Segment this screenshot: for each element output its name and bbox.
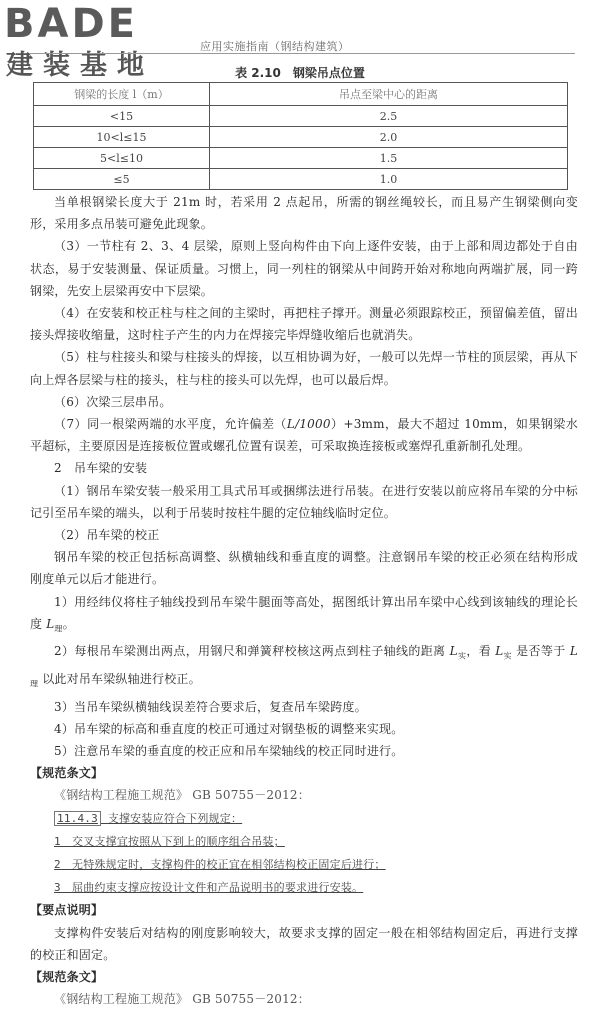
column-header: 吊点至梁中心的距离: [210, 83, 568, 106]
standard-item: [30, 830, 578, 853]
standard-item: [30, 876, 578, 899]
paragraph-text: 。: [62, 616, 75, 631]
column-header: 钢梁的长度 l（m）: [34, 83, 210, 106]
paragraph: [30, 413, 578, 457]
standard-item: [30, 853, 578, 876]
table-cell: 2.0: [210, 127, 568, 148]
paragraph-text: ）+3mm，最大不超过 10mm，如果钢梁水平超标，主要原因是连接板位置或螺孔位置有误差，可采取换连接板或塞焊孔重新制孔处理。: [30, 417, 578, 454]
paragraph: 支撑构件安装后对结构的刚度影响较大，故要求支撑的固定一般在相邻结构固定后，再进行支撑的校正和固定。: [30, 925, 578, 962]
clause-text: 支撑安装应符合下列规定：: [100, 811, 243, 825]
running-header-title: 应用实施指南（钢结构建筑）: [200, 40, 350, 53]
paragraph: [30, 640, 578, 695]
symbol: L: [46, 616, 55, 631]
symbol-subscript: 实: [503, 651, 512, 661]
table-cell: 1.0: [210, 169, 568, 190]
standard-item-text: 2 无特殊规定时，支撑构件的校正宜在相邻结构校正固定后进行；: [54, 858, 386, 872]
table-cell: <15: [34, 106, 210, 127]
table-cell: 1.5: [210, 148, 568, 169]
table-row: [34, 106, 568, 127]
paragraph: 钢吊车梁的校正包括标高调整、纵横轴线和垂直度的调整。注意钢吊车梁的校正必须在结构形成刚度单元以后才能进行。: [30, 550, 578, 587]
paragraph: （2）吊车梁的校正: [54, 528, 160, 543]
header-rule: [30, 53, 575, 54]
section-label: 【规范条文】: [30, 766, 104, 781]
formula: L/1000: [286, 417, 331, 432]
paragraph-text: 2）每根吊车梁测出两点，用钢尺和弹簧秤校核这两点到柱子轴线的距离: [54, 644, 450, 659]
paragraph: （6）次梁三层串吊。: [54, 394, 172, 409]
symbol-subscript: 理: [30, 679, 39, 689]
clause-number: 11.4.3: [54, 811, 101, 826]
table-row: [34, 169, 568, 190]
paragraph: 4）吊车梁的标高和垂直度的校正可通过对钢垫板的调整来实现。: [54, 721, 404, 736]
section-heading: 2 吊车梁的安装: [54, 461, 148, 476]
symbol-subscript: 实: [457, 651, 467, 661]
paragraph: [30, 591, 578, 641]
table-header-row: [34, 83, 568, 106]
table-cell: 2.5: [210, 106, 568, 127]
paragraph: 当单根钢梁长度大于 21m 时，若采用 2 点起吊，所需的钢丝绳较长，而且易产生钢梁侧向变形，采用多点吊装可避免此现象。: [30, 195, 578, 232]
paragraph: （5）柱与柱接头和梁与柱接头的焊接，以互相协调为好，一般可以先焊一节柱的顶层梁，再从下向上焊各层梁与柱的接头，柱与柱的接头可以先焊，也可以最后焊。: [30, 350, 578, 387]
table-title: 表 2.10 钢梁吊点位置: [235, 66, 365, 80]
section-label: 【要点说明】: [30, 903, 104, 918]
symbol: L: [449, 644, 458, 659]
table-cell: ≤5: [34, 169, 210, 190]
table-row: [34, 148, 568, 169]
paragraph: （4）在安装和校正柱与柱之间的主梁时，再把柱子撑开。测量必须跟踪校正，预留偏差值，留出接头焊接收缩量，这时柱子产生的内力在焊接完毕焊缝收缩后也就消失。: [30, 306, 578, 343]
standard-item-text: 3 屈曲约束支撑应按设计文件和产品说明书的要求进行安装。: [54, 881, 364, 895]
body-text: [30, 191, 578, 1010]
standard-clause: [30, 807, 578, 830]
lifting-point-table: [33, 82, 568, 190]
section-label: 【规范条文】: [30, 970, 104, 985]
symbol-subscript: 理: [54, 624, 63, 634]
logo-subtitle: 建装基地: [6, 50, 154, 81]
paragraph-text: 以此对吊车梁纵轴进行校正。: [38, 672, 201, 687]
symbol: L: [569, 644, 578, 659]
paragraph-text: （7）同一根梁两端的水平度，允许偏差（: [54, 417, 287, 432]
paragraph-text: 是否等于: [511, 644, 570, 659]
standard-citation: 《钢结构工程施工规范》 GB 50755－2012：: [54, 788, 310, 803]
paragraph: （3）一节柱有 2、3、4 层梁，原则上竖向构件由下向上逐件安装，由于上部和周边都处于自由状态，易于安装测量、保证质量。习惯上，同一列柱的钢梁从中间跨开始对称地向两端扩展，同一跨钢梁，先安上层梁再安中下层梁。: [30, 239, 578, 298]
table-cell: 10<l≤15: [34, 127, 210, 148]
paragraph: （1）钢吊车梁安装一般采用工具式吊耳或捆绑法进行吊装。在进行安装以前应将吊车梁的分中标记引至吊车梁的端头，以利于吊装时按柱牛腿的定位轴线临时定位。: [30, 483, 578, 520]
symbol: L: [495, 644, 504, 659]
paragraph-text: 1）用经纬仪将柱子轴线投到吊车梁牛腿面等高处，据图纸计算出吊车梁中心线到该轴线的理论长度: [30, 594, 578, 631]
table-cell: 5<l≤10: [34, 148, 210, 169]
table-row: [34, 127, 568, 148]
standard-citation: 《钢结构工程施工规范》 GB 50755－2012：: [54, 992, 310, 1007]
paragraph: 3）当吊车梁纵横轴线误差符合要求后，复查吊车梁跨度。: [54, 699, 367, 714]
paragraph: 5）注意吊车梁的垂直度的校正应和吊车梁轴线的校正同时进行。: [54, 744, 404, 759]
paragraph-text: ，看: [466, 644, 496, 659]
logo-text: BADE: [4, 1, 138, 47]
standard-item-text: 1 交叉支撑宜按照从下到上的顺序组合吊装；: [54, 834, 285, 848]
